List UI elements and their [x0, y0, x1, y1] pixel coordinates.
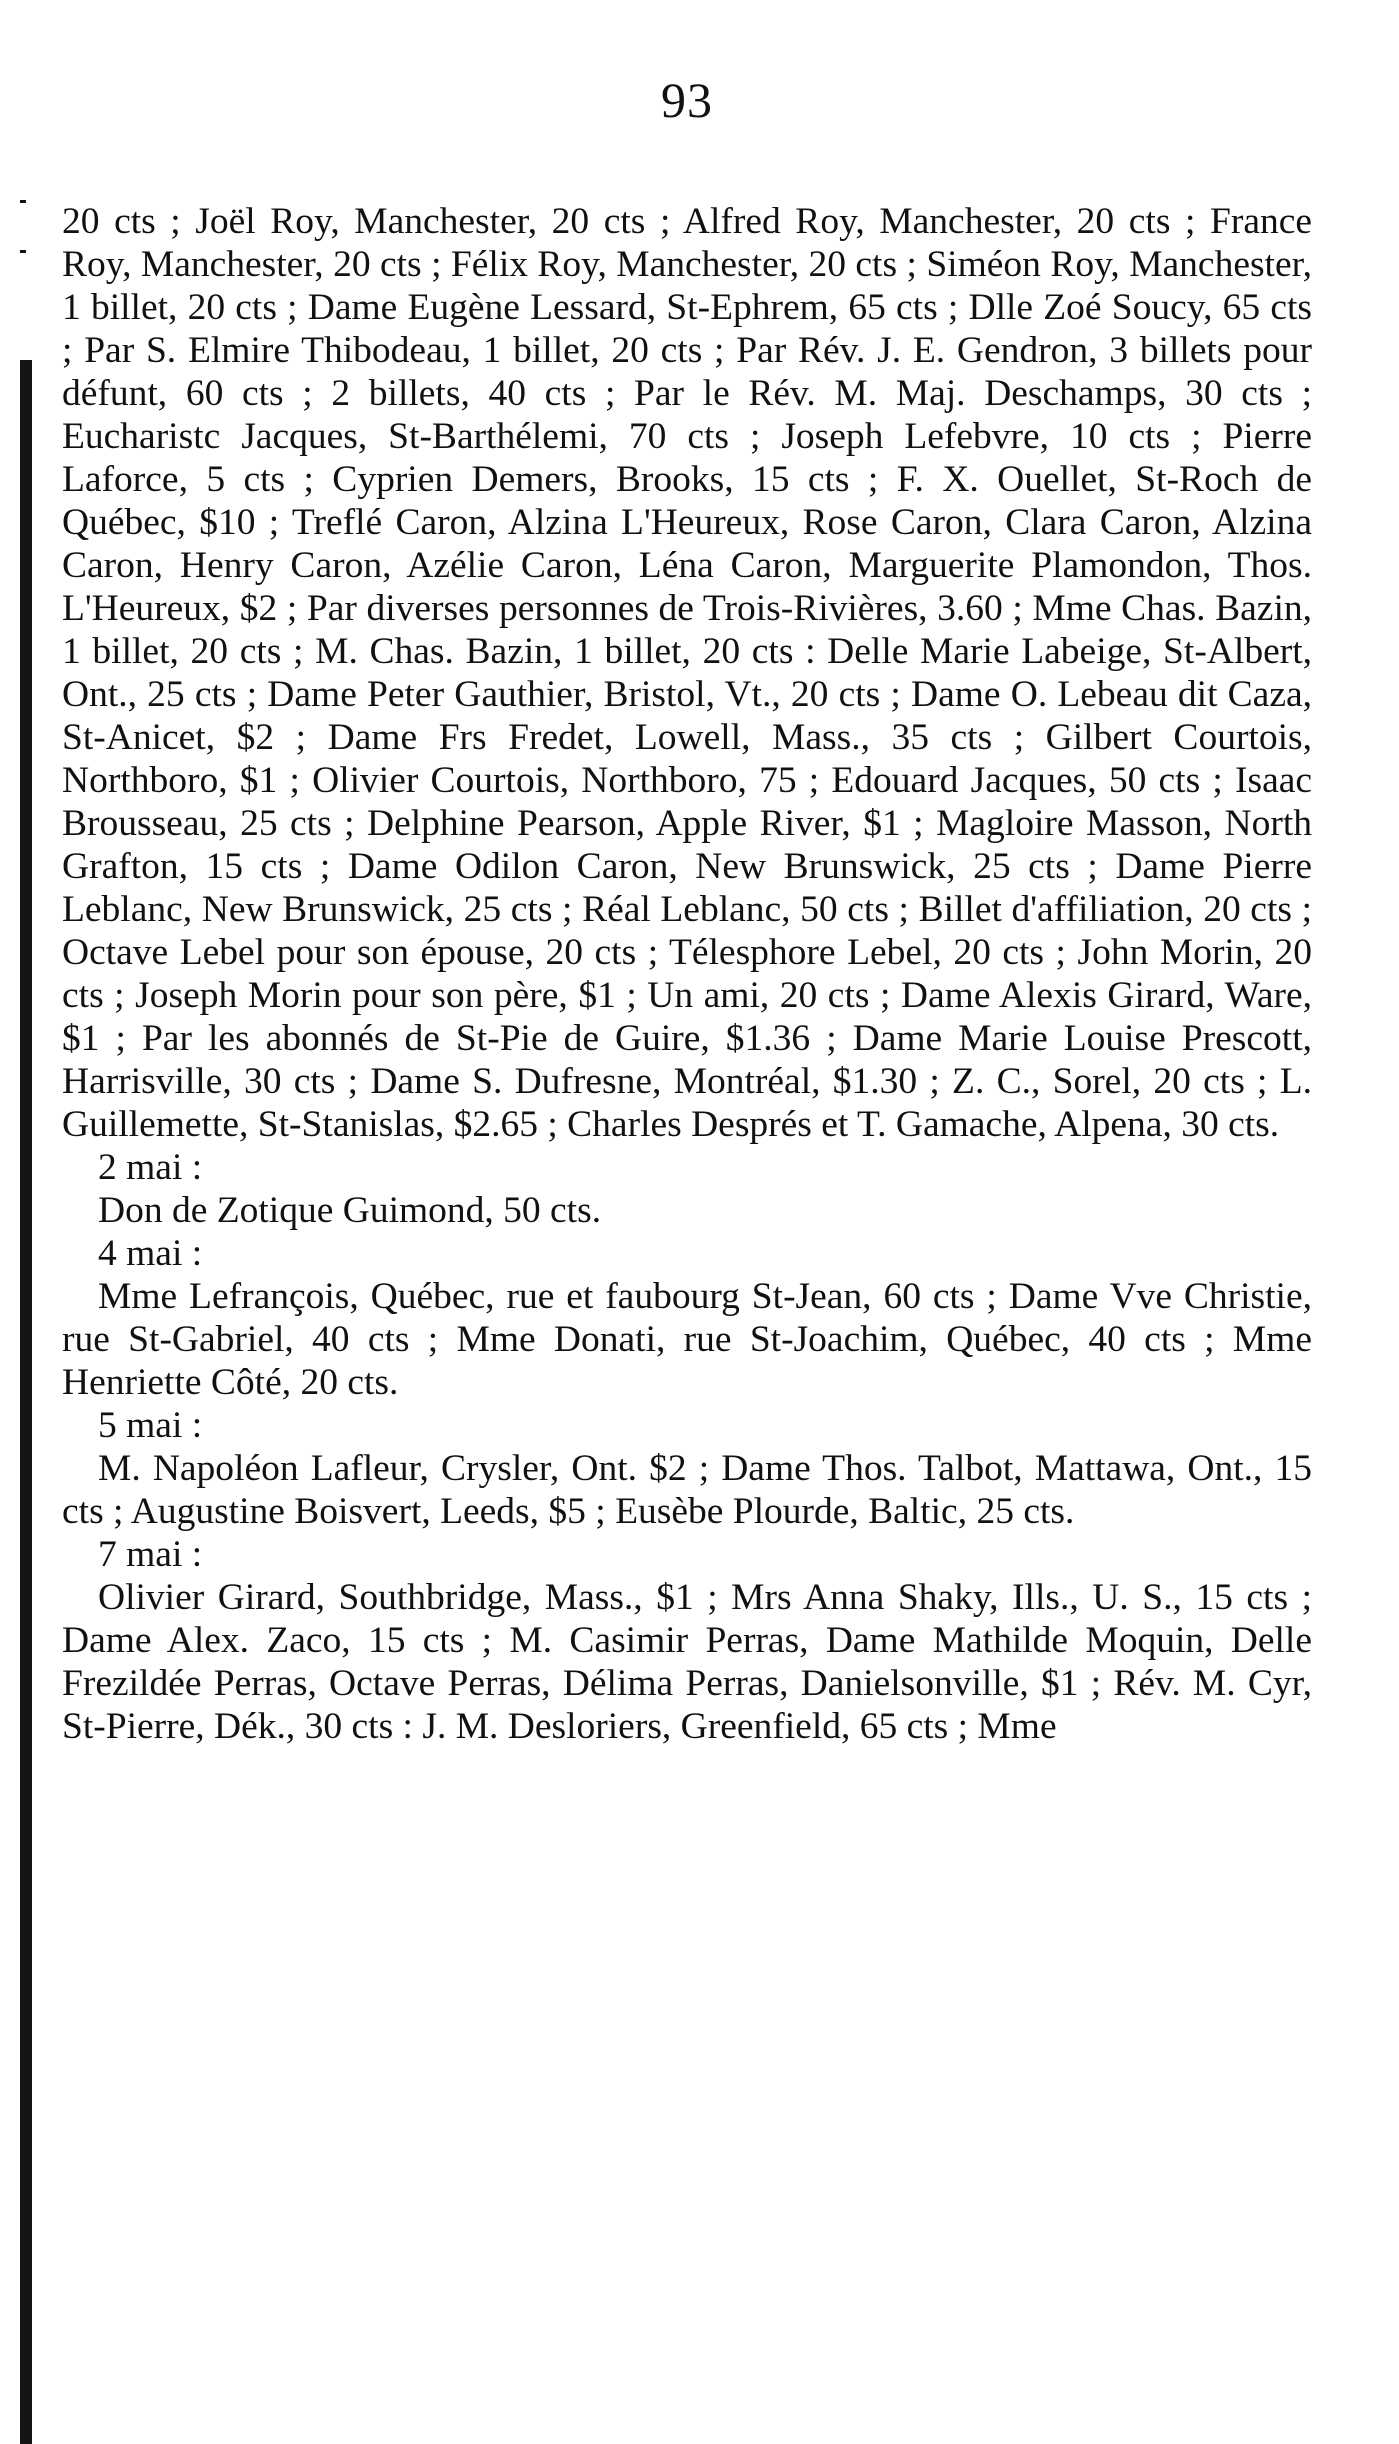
donation-entry: Olivier Girard, Southbridge, Mass., $1 ; Mrs Anna Shaky, Ills., U. S., 15 cts ; Dame Alex. Zaco, 15 cts ; M. Casimir Perras, Dame Mathilde Moquin, Delle Frezildée Perras, Octave Perras, Délima Perras, Danielsonville, $1 ; Rév. M. Cyr, St-Pierre, Dék., 30 cts : J. M. Desloriers, Greenfield, 65 cts ; Mme [62, 1577, 1312, 1747]
donation-entry: Mme Lefrançois, Québec, rue et faubourg St-Jean, 60 cts ; Dame Vve Christie, rue St-Gabriel, 40 cts ; Mme Donati, rue St-Joachim, Québec, 40 cts ; Mme Henriette Côté, 20 cts. [62, 1276, 1312, 1403]
donation-list-paragraph: 20 cts ; Joël Roy, Manchester, 20 cts ; Alfred Roy, Manchester, 20 cts ; France Roy, Manchester, 20 cts ; Félix Roy, Manchester, 20 cts ; Siméon Roy, Manchester, 1 billet, 20 cts ; Dame Eugène Lessard, St-Ephrem, 65 cts ; Dlle Zoé Soucy, 65 cts ; Par S. Elmire Thibodeau, 1 billet, 20 cts ; Par Rév. J. E. Gendron, 3 billets pour défunt, 60 cts ; 2 billets, 40 cts ; Par le Rév. M. Maj. Deschamps, 30 cts ; Eucharistc Jacques, St-Barthélemi, 70 cts ; Joseph Lefebvre, 10 cts ; Pierre Laforce, 5 cts ; Cyprien Demers, Brooks, 15 cts ; F. X. Ouellet, St-Roch de Québec, $10 ; Treflé Caron, Alzina L'Heureux, Rose Caron, Clara Caron, Alzina Caron, Henry Caron, Azélie Caron, Léna Caron, Marguerite Plamondon, Thos. L'Heureux, $2 ; Par diverses personnes de Trois-Rivières, 3.60 ; Mme Chas. Bazin, 1 billet, 20 cts ; M. Chas. Bazin, 1 billet, 20 cts : Delle Marie Labeige, St-Albert, Ont., 25 cts ; Dame Peter Gauthier, Bristol, Vt., 20 cts ; Dame O. Lebeau dit Caza, St-Anicet, $2 ; Dame Frs Fredet, Lowell, Mass., 35 cts ; Gilbert Courtois, Northboro, $1 ; Olivier Courtois, Northboro, 75 ; Edouard Jacques, 50 cts ; Isaac Brousseau, 25 cts ; Delphine Pearson, Apple River, $1 ; Magloire Masson, North Grafton, 15 cts ; Dame Odilon Caron, New Brunswick, 25 cts ; Dame Pierre Leblanc, New Brunswick, 25 cts ; Réal Leblanc, 50 cts ; Billet d'affiliation, 20 cts ; Octave Lebel pour son épouse, 20 cts ; Télesphore Lebel, 20 cts ; John Morin, 20 cts ; Joseph Morin pour son père, $1 ; Un ami, 20 cts ; Dame Alexis Girard, Ware, $1 ; Par les abonnés de St-Pie de Guire, $1.36 ; Dame Marie Louise Prescott, Harrisville, 30 cts ; Dame S. Dufresne, Montréal, $1.30 ; Z. C., Sorel, 20 cts ; L. Guillemette, St-Stanislas, $2.65 ; Charles Després et T. Gamache, Alpena, 30 cts. [62, 201, 1312, 1145]
date-heading: 4 mai : [98, 1233, 203, 1274]
page-number: 93 [661, 72, 713, 128]
donation-entry: Don de Zotique Guimond, 50 cts. [98, 1190, 602, 1231]
binding-mark [20, 200, 26, 203]
date-heading: 7 mai : [98, 1534, 203, 1575]
date-heading: 2 mai : [98, 1147, 203, 1188]
binding-edge [20, 360, 32, 2444]
binding-mark [20, 250, 26, 253]
date-heading: 5 mai : [98, 1405, 203, 1446]
book-page [62, 70, 1312, 1748]
donation-entry: M. Napoléon Lafleur, Crysler, Ont. $2 ; Dame Thos. Talbot, Mattawa, Ont., 15 cts ; Augustine Boisvert, Leeds, $5 ; Eusèbe Plourde, Baltic, 25 cts. [62, 1448, 1312, 1532]
